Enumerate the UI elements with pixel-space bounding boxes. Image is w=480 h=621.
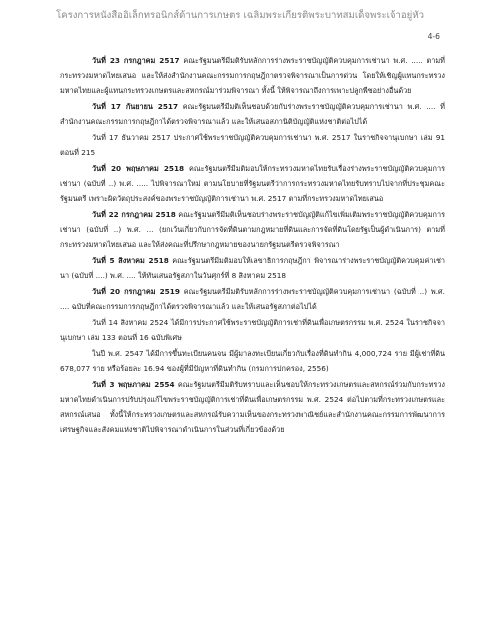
paragraph	[60, 99, 445, 129]
paragraph-date: วันที่ 20 พฤษภาคม 2518	[92, 164, 185, 173]
page-number: 4-6	[427, 32, 440, 41]
paragraph	[60, 315, 445, 345]
paragraph-date: วันที่ 5 สิงหาคม 2518	[92, 256, 169, 265]
paragraph-text: คณะรัฐมนตรีมีมติเห็นชอบด้วยกับร่างพระราชบัญญัติควบคุมการเช่านา พ.ศ. .... ที่สำนักงานคณะกรรมการกฤษฎีกาได้ตรวจพิจารณาแล้ว และให้เสนอสภานิติบัญญัติแห่งชาติต่อไปได้	[60, 102, 445, 126]
paragraph-date: วันที่ 20 กรกฎาคม 2519	[92, 287, 180, 296]
paragraph-text: วันที่ 17 ธันวาคม 2517 ประกาศใช้พระราชบัญญัติควบคุมการเช่านา พ.ศ. 2517 ในราชกิจจานุเบกษา เล่ม 91 ตอนที่ 215	[60, 133, 445, 157]
paragraph-text: คณะรัฐมนตรีมีมติเห็นชอบร่างพระราชบัญญัติแก้ไขเพิ่มเติมพระราชบัญญัติควบคุมการเช่านา (ฉบับที่ ..) พ.ศ. ... (ยกเว้นเกี่ยวกับการจัดที่ดินตามกฎหมายที่ดินและการจัดที่ดินโดยรัฐเป็นผู้ดำเนินการ) ตามที่กระทรวงมหาดไทยเสนอ และให้ส่งคณะที่ปรึกษากฎหมายของนายกรัฐมนตรีตรวจพิจารณา	[60, 210, 445, 249]
paragraph	[60, 284, 445, 314]
paragraph-date: วันที่ 23 กรกฎาคม 2517	[92, 56, 180, 65]
paragraph	[60, 207, 445, 252]
paragraph	[60, 53, 445, 98]
paragraph-date: วันที่ 3 พฤษภาคม 2554	[92, 380, 175, 389]
paragraph-text: คณะรัฐมนตรีมีมติรับทราบและเห็นชอบให้กระทรวงเกษตรและสหกรณ์ร่วมกับกระทรวงมหาดไทยดำเนินการปรับปรุงแก้ไขพระราชบัญญัติการเช่าที่ดินเพื่อเกษตรกรรม พ.ศ. 2524 ต่อไปตามที่กระทรวงเกษตรและสหกรณ์เสนอ ทั้งนี้ให้กระทรวงเกษตรและสหกรณ์รับความเห็นของกระทรวงพาณิชย์และสำนักงานคณะกรรมการพัฒนาการเศรษฐกิจและสังคมแห่งชาติไปพิจารณาดำเนินการในส่วนที่เกี่ยวข้องด้วย	[60, 380, 445, 434]
document-body	[60, 53, 445, 438]
paragraph-text: วันที่ 14 สิงหาคม 2524 ได้มีการประกาศใช้พระราชบัญญัติการเช่าที่ดินเพื่อเกษตรกรรม พ.ศ. 2524 ในราชกิจจานุเบกษา เล่ม 133 ตอนที่ 16 ฉบับพิเศษ	[60, 318, 445, 342]
paragraph	[60, 346, 445, 376]
paragraph-text: คณะรัฐมนตรีมีมติรับหลักการร่างพระราชบัญญัติควบคุมการเช่านา (ฉบับที่ ..) พ.ศ. .... ฉบับที่คณะกรรมการกฤษฎีกาได้ตรวจพิจารณาแล้ว และให้เสนอรัฐสภาต่อไปได้	[60, 287, 445, 311]
paragraph	[60, 161, 445, 206]
paragraph-text: คณะรัฐมนตรีมีมติมอบให้เลขาธิการกฤษฎีกา พิจารณาร่างพระราชบัญญัติควบคุมค่าเช่านา (ฉบับที่ ....) พ.ศ. .... ให้ทันเสนอรัฐสภาในวันศุกร์ที่ 8 สิงหาคม 2518	[60, 256, 445, 280]
paragraph	[60, 130, 445, 160]
paragraph-text: คณะรัฐมนตรีมีมติมอบให้กระทรวงมหาดไทยรับเรื่องร่างพระราชบัญญัติควบคุมการเช่านา (ฉบับที่ ..) พ.ศ. ..... ไปพิจารณาใหม่ ตามนโยบายที่รัฐมนตรีว่าการกระทรวงมหาดไทยรับทราบไปจากที่ประชุมคณะรัฐมนตรี เพราะผิดวัตถุประสงค์ของพระราชบัญญัติการเช่านา พ.ศ. 2517 ตามที่กระทรวงมหาดไทยเสนอ	[60, 164, 445, 203]
paragraph-text: ในปี พ.ศ. 2547 ได้มีการขึ้นทะเบียนคนจน มีผู้มาลงทะเบียนเกี่ยวกับเรื่องที่ดินทำกิน 4,000,724 ราย มีผู้เช่าที่ดิน 678,077 ราย หรือร้อยละ 16.94 ของผู้ที่มีปัญหาที่ดินทำกิน (กรมการปกครอง, 2556)	[60, 349, 445, 373]
paragraph	[60, 377, 445, 437]
paragraph-date: วันที่ 22 กรกฎาคม 2518	[92, 210, 176, 219]
paragraph	[60, 253, 445, 283]
paragraph-date: วันที่ 17 กันยายน 2517	[92, 102, 179, 111]
document-header: โครงการหนังสืออิเล็กทรอนิกส์ด้านการเกษตร เฉลิมพระเกียรติพระบาทสมเด็จพระเจ้าอยู่หัว	[56, 10, 424, 21]
paragraph-text: คณะรัฐมนตรีมีมติรับหลักการร่างพระราชบัญญัติควบคุมการเช่านา พ.ศ. ..... ตามที่กระทรวงมหาดไทยเสนอ และให้ส่งสำนักงานคณะกรรมการกฤษฎีกาตรวจพิจารณาเป็นการด่วน โดยให้เชิญผู้แทนกระทรวงมหาดไทยและผู้แทนกระทรวงเกษตรและสหกรณ์มาร่วมพิจารณา ทั้งนี้ ให้พิจารณาถึงการเพาะปลูกพืชอย่างอื่นด้วย	[60, 56, 445, 95]
